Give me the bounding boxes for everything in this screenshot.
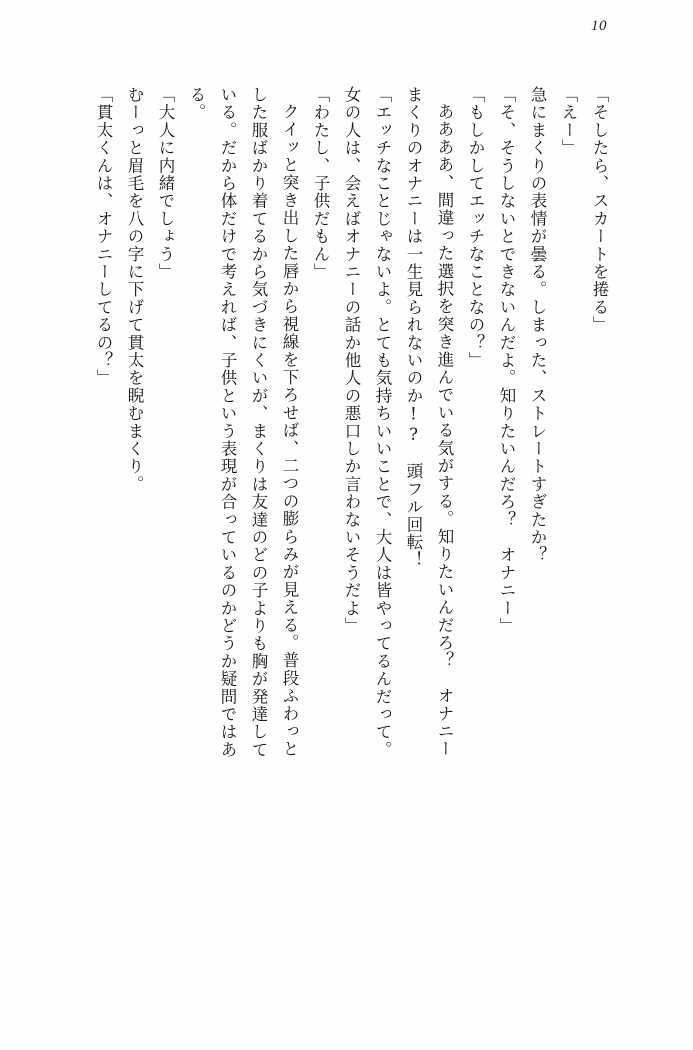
paragraph: まくりのオナニーは一生見られないのか!? 頭フル回転！ bbox=[404, 86, 423, 569]
paragraph: 「えー」 bbox=[559, 86, 578, 157]
paragraph: クイッと突き出した唇から視線を下ろせば、二つの膨らみが見える。普段ふわっと bbox=[280, 102, 299, 758]
paragraph: 「大人に内緒でしょう」 bbox=[156, 86, 175, 281]
page-body-text bbox=[34, 86, 615, 1010]
paragraph: 「エッチなことじゃないよ。とても気持ちいいことで、大人は皆やってるんだって。 bbox=[373, 86, 392, 759]
page-number: 10 bbox=[591, 18, 607, 34]
paragraph: ああああ、間違った選択を突き進んでいる気がする。知りたいんだろ？ オナニー bbox=[435, 102, 454, 758]
paragraph: 急にまくりの表情が曇る。しまった、ストレートすぎたか？ bbox=[528, 86, 547, 564]
paragraph: 「もしかしてエッチなことなの？」 bbox=[466, 86, 485, 370]
paragraph: 「わたし、子供だもん」 bbox=[311, 86, 330, 281]
paragraph: 「そ、そうしないとできないんだよ。知りたいんだろ？ オナニー」 bbox=[497, 86, 516, 635]
paragraph: した服ばかり着てるから気づきにくいが、まくりは友達のどの子よりも胸が発達して bbox=[249, 86, 268, 759]
paragraph: 「貫太くんは、オナニーしてるの？」 bbox=[94, 86, 113, 387]
paragraph: いる。だから体だけで考えれば、子供という表現が合っているのかどうか疑問ではあ bbox=[218, 86, 237, 759]
paragraph: 女の人は、会えばオナニーの話か他人の悪口しか言わないそうだよ」 bbox=[342, 86, 361, 635]
paragraph: る。 bbox=[187, 86, 206, 122]
paragraph: 「そしたら、スカートを捲る」 bbox=[590, 86, 609, 334]
paragraph: むーっと眉毛を八の字に下げて貫太を睨むまくり。 bbox=[125, 86, 144, 494]
